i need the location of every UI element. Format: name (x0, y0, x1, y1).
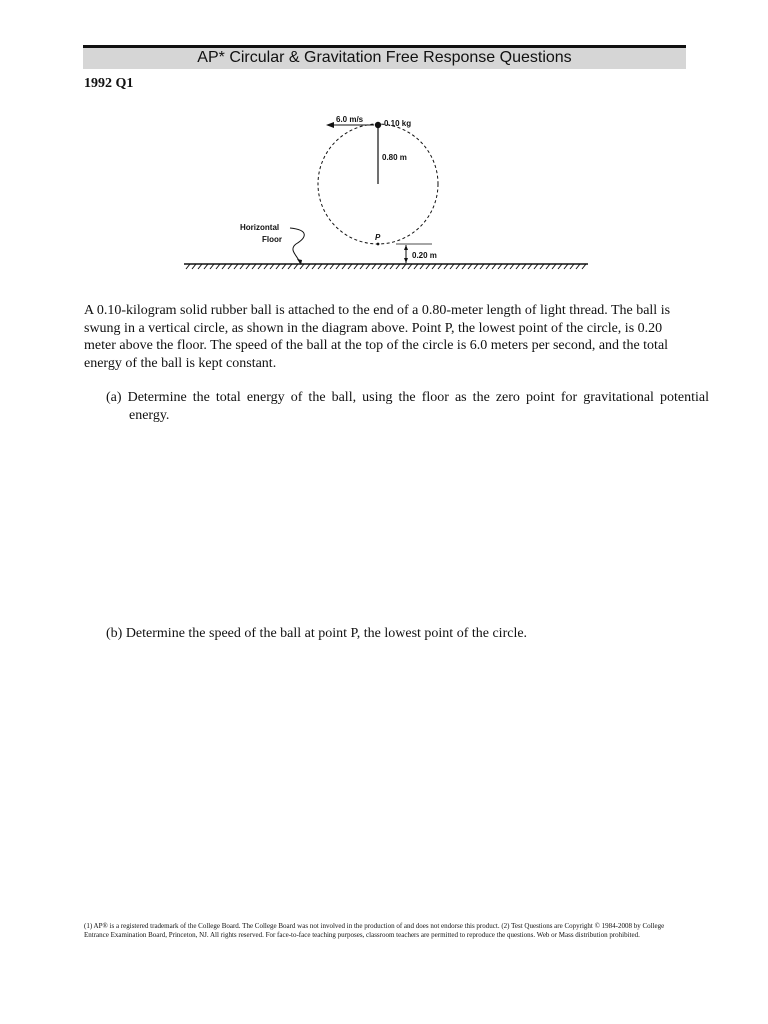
floor-label-line2: Floor (262, 235, 282, 244)
pendulum-diagram (170, 108, 600, 273)
mass-label: 0.10 kg (384, 119, 412, 128)
arrow-head (326, 122, 334, 128)
point-p-label: P (375, 233, 381, 242)
copyright-footnote: (1) AP® is a registered trademark of the College Board. The College Board was not involved in the production of and does not endorse this product. (2) Test Questions are Copyright © 1984-2008 by College Entrance Examination Board, Princeton, NJ. All rights reserved. For face-to-face teaching purposes, classroom teachers are permitted to reproduce the questions. Web or Mass distribution prohibited. (84, 922, 665, 939)
page-header (83, 45, 686, 69)
radius-label: 0.80 m (382, 153, 407, 162)
floor-pointer (290, 228, 304, 263)
part-b-question: (b) Determine the speed of the ball at point P, the lowest point of the circle. (106, 626, 528, 641)
velocity-label: 6.0 m/s (336, 115, 364, 124)
floor-label-line1: Horizontal (240, 223, 280, 232)
page-title: AP* Circular & Gravitation Free Response Questions (197, 49, 572, 66)
height-arrow-down (404, 258, 408, 263)
problem-statement: A 0.10-kilogram solid rubber ball is attached to the end of a 0.80-meter length of light thread. The ball is swung in a vertical circle, as shown in the diagram above. Point P, the lowest point of the circle, is 0.20 meter above the floor. The speed of the ball at the top of the circle is 6.0 meters per second, and the total energy of the ball is kept constant. (84, 303, 671, 371)
question-number: 1992 Q1 (84, 76, 134, 91)
point-p-marker (377, 243, 380, 246)
ball (375, 122, 381, 128)
height-label: 0.20 m (412, 251, 437, 260)
part-a-question: (a) Determine the total energy of the ball, using the floor as the zero point for gravitational potential energy. (106, 390, 709, 423)
height-arrow-up (404, 245, 408, 250)
